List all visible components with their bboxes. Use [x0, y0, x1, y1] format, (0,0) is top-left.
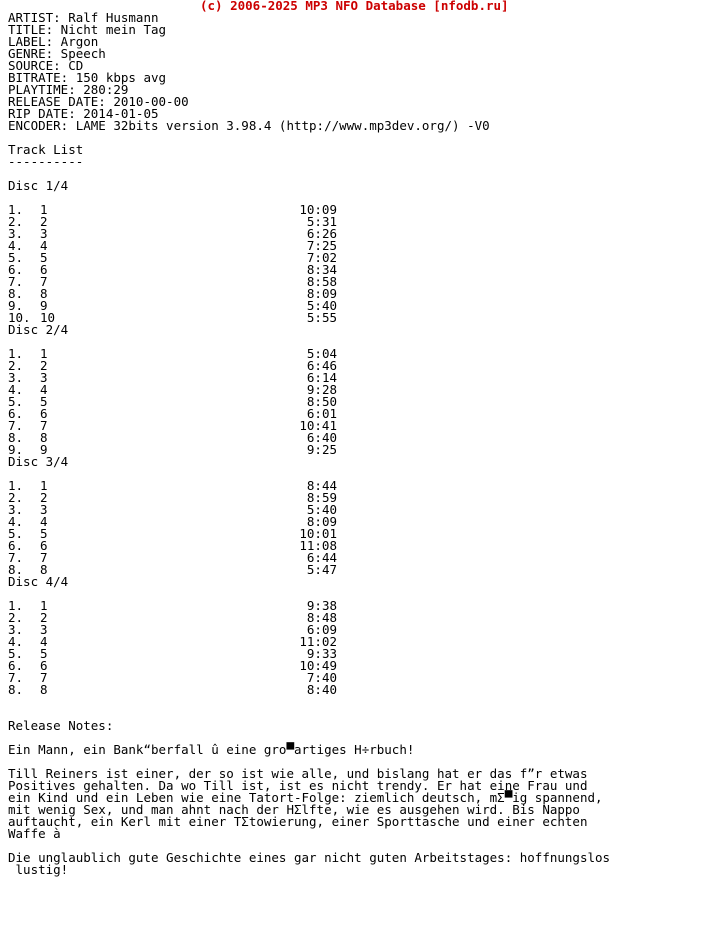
info-line: PLAYTIME: 280:29 [8, 82, 129, 97]
disc-title: Disc 3/4 [8, 454, 69, 469]
track-name: 7 [40, 418, 48, 433]
track-time: 5:04 [306, 346, 337, 361]
track-name: 3 [40, 502, 48, 517]
track-row [8, 684, 337, 696]
track-time: 5:55 [306, 310, 337, 325]
track-row [8, 276, 337, 288]
track-time: 9:33 [306, 646, 337, 661]
track-time: 8:58 [306, 274, 337, 289]
track-row [8, 660, 337, 672]
track-name: 3 [40, 226, 48, 241]
track-name: 2 [40, 214, 48, 229]
track-number: 1. [8, 598, 24, 613]
track-name: 5 [40, 250, 48, 265]
release-notes-line: auftaucht, ein Kerl mit einer TΣtowierung, einer Sporttasche und einer echten [8, 814, 588, 829]
track-time: 10:09 [299, 202, 337, 217]
track-time: 6:26 [306, 226, 337, 241]
track-name: 4 [40, 634, 48, 649]
track-number: 6. [8, 406, 24, 421]
track-number: 6. [8, 538, 24, 553]
track-time: 8:44 [306, 478, 337, 493]
track-name: 5 [40, 526, 48, 541]
track-number: 6. [8, 658, 24, 673]
track-name: 8 [40, 682, 48, 697]
release-notes-line: lustig! [8, 862, 69, 877]
track-number: 8. [8, 430, 24, 445]
track-number: 2. [8, 610, 24, 625]
track-name: 5 [40, 646, 48, 661]
track-time: 5:40 [306, 502, 337, 517]
track-name: 7 [40, 274, 48, 289]
track-time: 8:59 [306, 490, 337, 505]
track-time: 11:08 [299, 538, 337, 553]
track-row [8, 528, 337, 540]
release-notes-line: Die unglaublich gute Geschichte eines gar nicht guten Arbeitstages: hoffnungslos [8, 850, 611, 865]
track-row [8, 360, 337, 372]
track-row [8, 540, 337, 552]
track-number: 2. [8, 490, 24, 505]
track-time: 5:40 [306, 298, 337, 313]
track-name: 1 [40, 478, 48, 493]
track-name: 5 [40, 394, 48, 409]
track-number: 8. [8, 286, 24, 301]
track-number: 1. [8, 478, 24, 493]
track-number: 4. [8, 514, 24, 529]
track-row [8, 300, 337, 312]
track-number: 5. [8, 250, 24, 265]
info-line: ARTIST: Ralf Husmann [8, 10, 159, 25]
track-row [8, 612, 337, 624]
track-number: 4. [8, 382, 24, 397]
track-name: 9 [40, 442, 48, 457]
track-row [8, 372, 337, 384]
disc-title: Disc 2/4 [8, 322, 69, 337]
track-row [8, 504, 337, 516]
info-line: GENRE: Speech [8, 46, 106, 61]
track-time: 8:48 [306, 610, 337, 625]
track-name: 4 [40, 382, 48, 397]
track-time: 6:14 [306, 370, 337, 385]
track-name: 4 [40, 238, 48, 253]
track-number: 10. [8, 310, 31, 325]
track-row [8, 216, 337, 228]
track-name: 3 [40, 370, 48, 385]
track-name: 7 [40, 550, 48, 565]
track-name: 8 [40, 562, 48, 577]
disc-title: Disc 1/4 [8, 178, 69, 193]
track-name: 8 [40, 430, 48, 445]
track-number: 3. [8, 502, 24, 517]
track-row [8, 432, 337, 444]
track-number: 4. [8, 634, 24, 649]
track-row [8, 396, 337, 408]
track-name: 1 [40, 598, 48, 613]
track-time: 9:25 [306, 442, 337, 457]
track-number: 8. [8, 562, 24, 577]
track-row [8, 516, 337, 528]
track-name: 4 [40, 514, 48, 529]
track-number: 5. [8, 646, 24, 661]
track-row [8, 648, 337, 660]
track-number: 5. [8, 526, 24, 541]
track-number: 7. [8, 274, 24, 289]
track-name: 2 [40, 610, 48, 625]
track-row [8, 288, 337, 300]
release-notes-line: Waffe à [8, 826, 61, 841]
track-row [8, 552, 337, 564]
track-time: 7:25 [306, 238, 337, 253]
track-time: 10:49 [299, 658, 337, 673]
track-time: 9:38 [306, 598, 337, 613]
track-time: 6:40 [306, 430, 337, 445]
track-number: 9. [8, 298, 24, 313]
track-row [8, 204, 337, 216]
info-line: RELEASE DATE: 2010-00-00 [8, 94, 189, 109]
track-name: 6 [40, 406, 48, 421]
track-name: 1 [40, 346, 48, 361]
track-number: 8. [8, 682, 24, 697]
release-notes-line: Ein Mann, ein Bank“berfall û eine gro▀artiges H÷rbuch! [8, 742, 415, 757]
track-name: 6 [40, 658, 48, 673]
track-time: 8:09 [306, 514, 337, 529]
track-time: 5:31 [306, 214, 337, 229]
tracklist-underline: ---------- [8, 154, 84, 169]
tracklist-title: Track List [8, 142, 84, 157]
site-header: (c) 2006-2025 MP3 NFO Database [nfodb.ru] [200, 0, 509, 13]
track-row [8, 600, 337, 612]
track-row [8, 672, 337, 684]
track-time: 5:47 [306, 562, 337, 577]
track-name: 7 [40, 670, 48, 685]
info-line: TITLE: Nicht mein Tag [8, 22, 167, 37]
track-number: 3. [8, 370, 24, 385]
track-row [8, 408, 337, 420]
info-line: SOURCE: CD [8, 58, 84, 73]
track-number: 2. [8, 214, 24, 229]
track-row [8, 240, 337, 252]
track-time: 8:34 [306, 262, 337, 277]
release-notes-line: mit wenig Sex, und man ahnt nach der HΣlfte, wie es ausgehen wird. Bis Nappo [8, 802, 580, 817]
release-notes-line: ein Kind und ein Leben wie eine Tatort-Folge: ziemlich deutsch, mΣ▀ig spannend, [8, 790, 603, 805]
track-number: 7. [8, 418, 24, 433]
track-time: 6:01 [306, 406, 337, 421]
disc-title: Disc 4/4 [8, 574, 69, 589]
track-name: 6 [40, 262, 48, 277]
track-row [8, 252, 337, 264]
track-name: 2 [40, 490, 48, 505]
track-name: 8 [40, 286, 48, 301]
track-row [8, 492, 337, 504]
info-line: ENCODER: LAME 32bits version 3.98.4 (http://www.mp3dev.org/) -V0 [8, 118, 490, 133]
track-row [8, 636, 337, 648]
track-row [8, 624, 337, 636]
track-row [8, 420, 337, 432]
release-notes-title: Release Notes: [8, 718, 114, 733]
track-time: 8:40 [306, 682, 337, 697]
track-number: 5. [8, 394, 24, 409]
track-time: 6:46 [306, 358, 337, 373]
track-name: 3 [40, 622, 48, 637]
track-time: 10:41 [299, 418, 337, 433]
release-notes-line: Positives gehalten. Da wo Till ist, ist es nicht trendy. Er hat eine Frau und [8, 778, 588, 793]
track-time: 8:50 [306, 394, 337, 409]
track-time: 9:28 [306, 382, 337, 397]
release-notes-line: Till Reiners ist einer, der so ist wie alle, und bislang hat er das f”r etwas [8, 766, 588, 781]
track-time: 6:44 [306, 550, 337, 565]
track-number: 9. [8, 442, 24, 457]
info-line: BITRATE: 150 kbps avg [8, 70, 167, 85]
track-time: 11:02 [299, 634, 337, 649]
track-number: 1. [8, 202, 24, 217]
track-number: 7. [8, 670, 24, 685]
track-name: 6 [40, 538, 48, 553]
track-number: 4. [8, 238, 24, 253]
track-name: 1 [40, 202, 48, 217]
track-row [8, 264, 337, 276]
track-time: 7:40 [306, 670, 337, 685]
track-time: 7:02 [306, 250, 337, 265]
info-line: RIP DATE: 2014-01-05 [8, 106, 159, 121]
track-number: 3. [8, 622, 24, 637]
track-number: 7. [8, 550, 24, 565]
info-line: LABEL: Argon [8, 34, 99, 49]
track-name: 2 [40, 358, 48, 373]
track-row [8, 384, 337, 396]
track-number: 2. [8, 358, 24, 373]
track-number: 3. [8, 226, 24, 241]
track-number: 1. [8, 346, 24, 361]
track-row [8, 228, 337, 240]
track-name: 9 [40, 298, 48, 313]
track-name: 10 [40, 310, 56, 325]
track-time: 8:09 [306, 286, 337, 301]
track-time: 10:01 [299, 526, 337, 541]
track-row [8, 348, 337, 360]
track-time: 6:09 [306, 622, 337, 637]
track-number: 6. [8, 262, 24, 277]
track-row [8, 480, 337, 492]
